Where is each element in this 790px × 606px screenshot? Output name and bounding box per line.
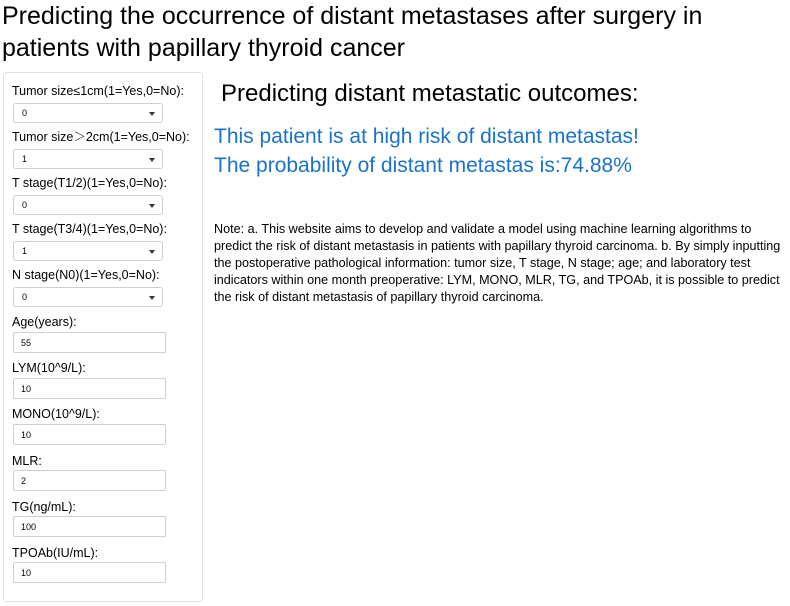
field-label: TG(ng/mL): <box>12 500 76 514</box>
field-label: T stage(T1/2)(1=Yes,0=No): <box>12 176 167 190</box>
dropdown-caret-icon <box>149 250 155 254</box>
field-label: LYM(10^9/L): <box>12 361 86 375</box>
select-value: 1 <box>22 246 28 256</box>
tg-input[interactable] <box>13 516 166 537</box>
age-input[interactable] <box>13 332 166 353</box>
field-label: Age(years): <box>12 315 77 329</box>
select-value: 0 <box>22 292 28 302</box>
t-stage-t1-2-select[interactable] <box>13 195 163 215</box>
field-label: MONO(10^9/L): <box>12 407 100 421</box>
mlr-input[interactable] <box>13 470 166 491</box>
dropdown-caret-icon <box>149 112 155 116</box>
probability-result-text: The probability of distant metastas is:74.88% <box>214 154 632 177</box>
page-title: Predicting the occurrence of distant metastases after surgery in patients with papillary thyroid cancer <box>2 2 703 62</box>
lym-input[interactable] <box>13 378 166 399</box>
select-value: 1 <box>22 154 28 164</box>
results-heading: Predicting distant metastatic outcomes: <box>221 80 639 107</box>
dropdown-caret-icon <box>149 204 155 208</box>
tumor-size-gt-2cm-select[interactable] <box>13 149 163 169</box>
select-value: 0 <box>22 108 28 118</box>
field-label: Tumor size≤1cm(1=Yes,0=No): <box>12 84 184 98</box>
t-stage-t3-4-select[interactable] <box>13 241 163 261</box>
risk-result-text: This patient is at high risk of distant metastas! <box>214 125 639 148</box>
dropdown-caret-icon <box>149 158 155 162</box>
field-label: T stage(T3/4)(1=Yes,0=No): <box>12 222 167 236</box>
field-label: N stage(N0)(1=Yes,0=No): <box>12 268 160 282</box>
tumor-size-le-1cm-select[interactable] <box>13 103 163 123</box>
n-stage-n0-select[interactable] <box>13 287 163 307</box>
mono-input[interactable] <box>13 424 166 445</box>
select-value: 0 <box>22 200 28 210</box>
field-label: TPOAb(IU/mL): <box>12 546 99 560</box>
note-text: Note: a. This website aims to develop and validate a model using machine learning algorithms to predict the risk of distant metastasis in patients with papillary thyroid carcinoma. b. By simply inputting the postoperative pathological information: tumor size, T stage, N stage; age; and laboratory test indicators within one month preoperative: LYM, MONO, MLR, TG, and TPOAb, it is possible to predict the risk of distant metastasis of papillary thyroid carcinoma. <box>214 222 781 304</box>
input-panel <box>3 72 203 602</box>
dropdown-caret-icon <box>149 296 155 300</box>
field-label: MLR: <box>12 454 42 468</box>
tpoab-input[interactable] <box>13 562 166 583</box>
field-label: Tumor size＞2cm(1=Yes,0=No): <box>12 130 190 144</box>
